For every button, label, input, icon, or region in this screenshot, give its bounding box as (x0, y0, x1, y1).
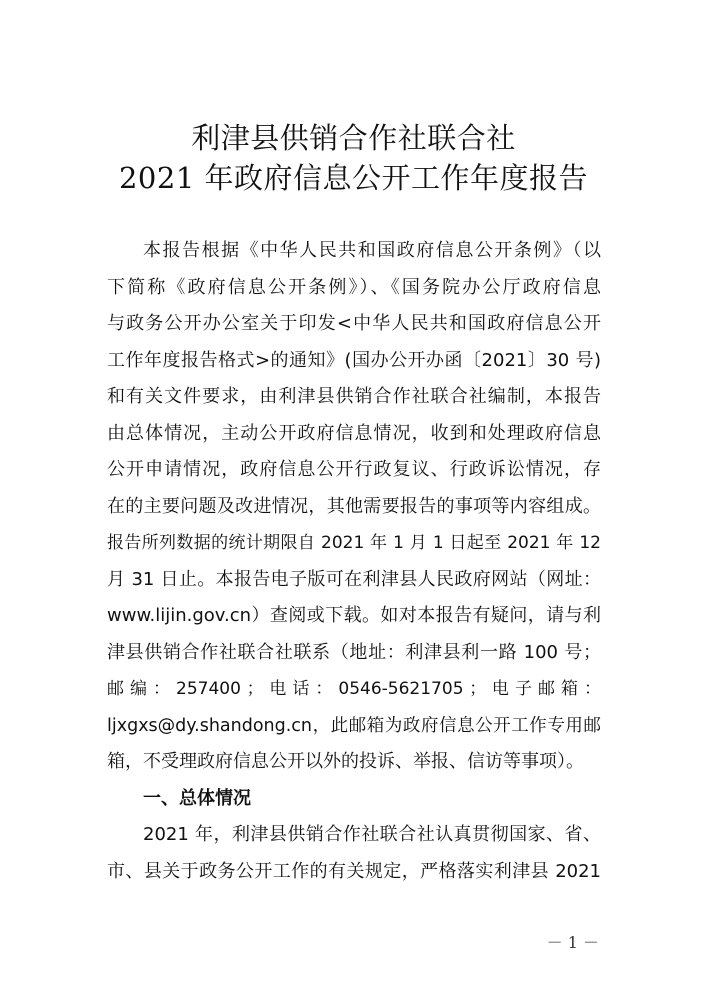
paragraph-line: 月 31 日止。本报告电子版可在利津县人民政府网站（网址： (107, 568, 601, 590)
paragraph-line: 在的主要问题及改进情况，其他需要报告的事项等内容组成。 (107, 495, 601, 517)
paragraph-line: 和有关文件要求，由利津县供销合作社联合社编制，本报告 (107, 386, 601, 407)
page-number: － 1 － (546, 933, 599, 952)
document-title-line-1: 利津县供销合作社联合社 (191, 121, 516, 155)
section-heading: 一、总体情况 (143, 787, 251, 809)
paragraph-line: 本报告根据《中华人民共和国政府信息公开条例》（以 (143, 240, 601, 261)
document-title-line-2: 2021 年政府信息公开工作年度报告 (118, 161, 589, 195)
paragraph-line: 邮 编 ： 257400 ； 电 话 ： 0546-5621705 ； 电 子 邮 箱 ： (107, 679, 601, 699)
paragraph-line: 箱，不受理政府信息公开以外的投诉、举报、信访等事项）。 (107, 751, 584, 772)
paragraph-line: 与政务公开办公室关于印发<中华人民共和国政府信息公开 (107, 313, 601, 334)
paragraph-line: www.lijin.gov.cn）查阅或下载。如对本报告有疑问，请与利 (107, 605, 601, 626)
paragraph-line: 津县供销合作社联合社联系（地址：利津县利一路 100 号； (107, 641, 601, 663)
paragraph-line: 下简称《政府信息公开条例》）、《国务院办公厅政府信息 (107, 276, 601, 298)
paragraph-line: 市、县关于政务公开工作的有关规定，严格落实利津县 2021 (107, 860, 601, 882)
paragraph-line: 2021 年，利津县供销合作社联合社认真贯彻国家、省、 (143, 824, 601, 845)
document-body (107, 233, 601, 890)
paragraph-line: ljxgxs@dy.shandong.cn，此邮箱为政府信息公开工作专用邮 (107, 715, 601, 736)
paragraph-line: 公开申请情况，政府信息公开行政复议、行政诉讼情况，存 (107, 459, 601, 480)
paragraph-line: 由总体情况，主动公开政府信息情况，收到和处理政府信息 (107, 422, 601, 444)
paragraph-line: 报告所列数据的统计期限自 2021 年 1 月 1 日起至 2021 年 12 (107, 533, 601, 553)
paragraph-line: 工作年度报告格式>的通知》(国办公开办函〔2021〕30 号) (107, 349, 601, 371)
